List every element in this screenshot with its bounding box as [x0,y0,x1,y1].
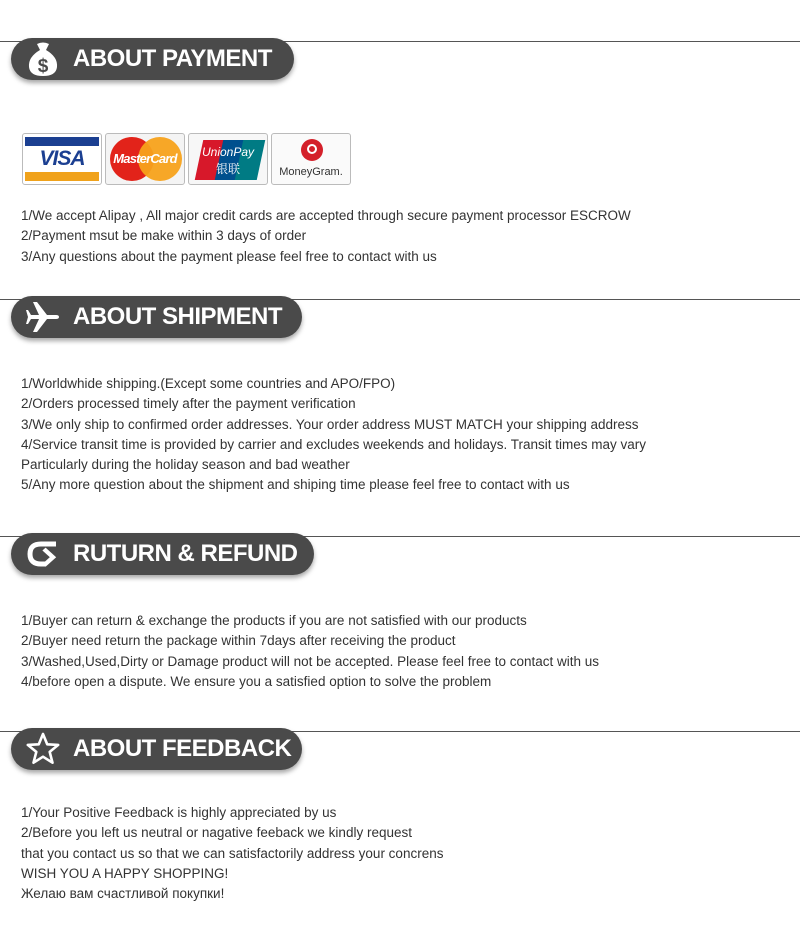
text-line: 3/Any questions about the payment please feel free to contact with us [21,248,437,264]
text-line: WISH YOU A HAPPY SHOPPING! [21,865,229,881]
airplane-icon [25,299,61,335]
unionpay-logo: UnionPay 银联 [188,133,268,185]
refund-header [11,533,314,575]
text-line: 2/Buyer need return the package within 7days after receiving the product [21,633,456,649]
text-line: 3/We only ship to confirmed order addresses. Your order address MUST MATCH your shipping address [21,416,639,432]
payment-methods [22,133,351,185]
text-line: 2/Orders processed timely after the payment verification [21,396,356,412]
payment-text [21,206,631,267]
refund-text [21,611,599,692]
mastercard-logo: MasterCard [105,133,185,185]
text-line: 1/Buyer can return & exchange the products if you are not satisfied with our products [21,613,527,628]
text-line: 1/Worldwhide shipping.(Except some countries and APO/FPO) [21,376,396,391]
section-title: RUTURN & REFUND [73,540,298,567]
text-line: Particularly during the holiday season and bad weather [21,457,350,473]
text-line: that you contact us so that we can satisfactorily address your concrens [21,845,444,861]
return-arrow-icon [25,536,61,572]
section-title: ABOUT SHIPMENT [73,303,282,330]
visa-logo: VISA [22,133,102,185]
feedback-text [21,803,443,904]
text-line: 1/Your Positive Feedback is highly appreciated by us [21,805,337,820]
text-line: 2/Payment msut be make within 3 days of order [21,228,307,244]
section-title: ABOUT FEEDBACK [73,735,292,762]
text-line: Желаю вам счастливой покупки! [21,886,225,902]
svg-text:$: $ [37,56,49,77]
payment-header [11,38,294,80]
text-line: 4/before open a dispute. We ensure you a satisfied option to solve the problem [21,673,492,689]
section-title: ABOUT PAYMENT [73,45,272,72]
star-icon [25,731,61,767]
money-bag-icon [25,41,61,77]
text-line: 5/Any more question about the shipment and shiping time please feel free to contact with us [21,477,570,493]
text-line: 3/Washed,Used,Dirty or Damage product will not be accepted. Please feel free to contact with us [21,653,600,669]
moneygram-logo: MoneyGram. [271,133,351,185]
text-line: 2/Before you left us neutral or nagative feeback we kindly request [21,825,412,841]
text-line: 1/We accept Alipay , All major credit cards are accepted through secure payment processor ESCROW [21,208,631,223]
shipment-header [11,296,302,338]
shipment-text [21,374,646,496]
feedback-header [11,728,302,770]
text-line: 4/Service transit time is provided by carrier and excludes weekends and holidays. Transit times may vary [21,436,647,452]
